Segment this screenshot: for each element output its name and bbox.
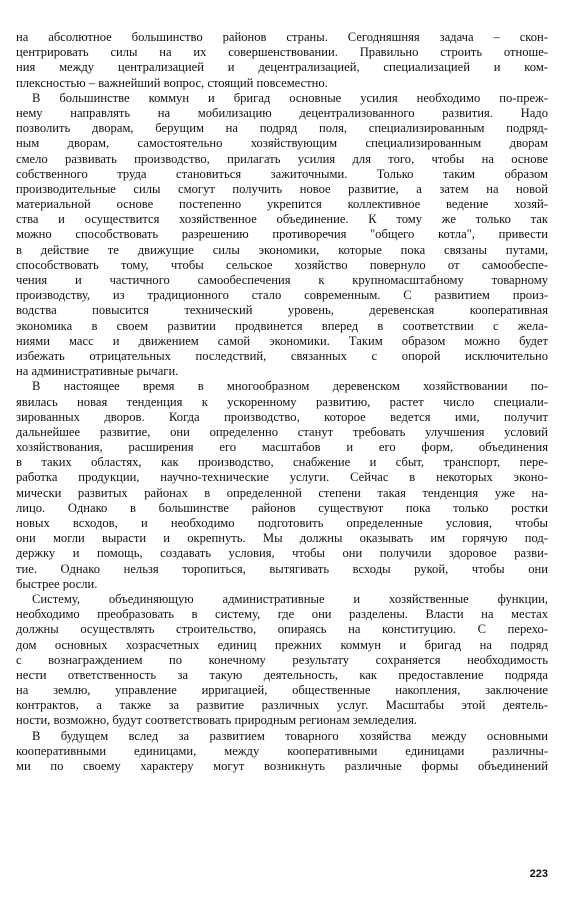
text-line: В будущем вслед за развитием товарного хозяйства между основными: [32, 728, 548, 743]
text-line: нести ответственность за такую деятельность, как предоставление подряда: [16, 667, 548, 682]
text-line: работка продукции, научно-технические услуги. Сейчас в некоторых эконо-: [16, 470, 548, 485]
text-line: ным дворам, самостоятельно хозяйствующим специализированным дворам: [16, 136, 548, 151]
text-line: необходимо преобразовать в систему, где они разделены. Власти на местах: [16, 607, 548, 622]
text-line: собственного труда становиться зажиточными. Только таким образом: [16, 166, 548, 181]
text-line: на абсолютное большинство районов страны. Сегодняшняя задача – скон-: [16, 30, 548, 44]
text-line: дальнейшее развитие, они определенно станут требовать улучшения условий: [16, 424, 548, 439]
paragraph: [16, 30, 548, 91]
text-line: плексностью – важнейший вопрос, стоящий повсеместно.: [16, 75, 328, 90]
text-line: быстрее росли.: [16, 576, 98, 591]
text-line: явилась новая тенденция к ускоренному развитию, растет число специали-: [16, 394, 548, 409]
text-line: экономика в своем развитии продвинется вперед в соответствии с жела-: [16, 318, 548, 333]
text-line: новых всходов, и необходимо подготовить определенные условия, чтобы: [16, 516, 548, 530]
text-line: лицо. Однако в большинстве районов существуют пока только ростки: [16, 500, 548, 515]
text-line: должны осуществлять строительство, опираясь на конституцию. С перехо-: [16, 622, 548, 637]
text-line: позволить дворам, берущим на подряд поля, специализированным подряд-: [16, 121, 548, 136]
text-line: нему направлять на мобилизацию децентрализованного развития. Надо: [16, 105, 548, 120]
text-line: центрировать силы на их совершенствовании. Правильно строить отноше-: [16, 45, 548, 60]
text-line: производству, из традиционного стало современным. С развитием произ-: [16, 288, 548, 303]
text-line: В большинстве коммун и бригад основные усилия необходимо по-преж-: [32, 90, 548, 105]
text-line: на административные рычаги.: [16, 364, 179, 379]
text-line: избежать отрицательных последствий, связанных с опорой исключительно: [16, 348, 548, 363]
text-line: ности, возможно, будут соответствовать природным регионам земледелия.: [16, 713, 418, 728]
text-line: хозяйствования, расширения его масштабов и его форм, объединения: [16, 440, 548, 455]
text-line: способствовать тому, чтобы сельское хозяйство повернуло от самообеспе-: [16, 257, 548, 272]
text-line: материальной основе постепенно укрепится коллективное ведение хозяй-: [16, 197, 548, 212]
body-text: [16, 30, 548, 774]
text-line: дом основных хозрасчетных единиц прежних коммун и бригад на подряд: [16, 637, 548, 652]
text-line: мически развитых районах в определенной степени такая тенденция уже на-: [16, 485, 548, 500]
text-line: на землю, управление ирригацией, общественные накопления, заключение: [16, 683, 548, 698]
text-line: ства и осуществится хозяйственное объединение. К тому же только так: [16, 212, 548, 227]
text-line: в таких областях, как производство, снабжение и сбыт, транспорт, пере-: [16, 455, 548, 470]
text-line: чения и частичного самообеспечения к крупномасштабному товарному: [16, 273, 548, 287]
text-line: В настоящее время в многообразном деревенском хозяйствовании по-: [32, 379, 548, 394]
paragraph: [16, 592, 548, 729]
text-line: ния между централизацией и децентрализацией, специализацией и ком-: [16, 60, 548, 75]
text-line: Систему, объединяющую административные и хозяйственные функции,: [32, 591, 548, 606]
page-number: 223: [529, 868, 548, 880]
text-line: можно способствовать разрешению противоречия "общего котла", привести: [16, 227, 548, 242]
text-line: ми по своему характеру могут возникнуть различные формы объединений: [16, 759, 548, 773]
text-line: тие. Однако нельзя торопиться, вытягивать всходы рукой, чтобы они: [16, 561, 548, 576]
book-page: [16, 0, 548, 917]
paragraph: [16, 729, 548, 775]
text-line: в действие те движущие силы экономики, которые пока связаны путами,: [16, 242, 548, 257]
text-line: с вознаграждением по конечному результату сохраняется необходимость: [16, 652, 548, 667]
text-line: держку и помощь, создавать условия, чтобы они получили здоровое разви-: [16, 546, 548, 561]
paragraph: [16, 379, 548, 592]
text-line: ниями масс и движением самой экономики. Таким образом можно будет: [16, 333, 548, 348]
text-line: производительные силы смогут получить новое развитие, а затем на новой: [16, 181, 548, 196]
text-line: водства повысится технический уровень, деревенская кооперативная: [16, 303, 548, 318]
text-line: зированных дворов. Когда производство, которое ведется ими, получит: [16, 409, 548, 424]
text-line: контрактов, а также за развитие различных услуг. Масштабы этой деятель-: [16, 698, 548, 713]
text-line: они могли вырасти и окрепнуть. Мы должны оказывать им горячую под-: [16, 531, 548, 546]
text-line: кооперативными единицами, между кооперативными единицами различны-: [16, 743, 548, 758]
paragraph: [16, 91, 548, 380]
text-line: смело развивать производство, прилагать усилия для того, чтобы на основе: [16, 151, 548, 166]
